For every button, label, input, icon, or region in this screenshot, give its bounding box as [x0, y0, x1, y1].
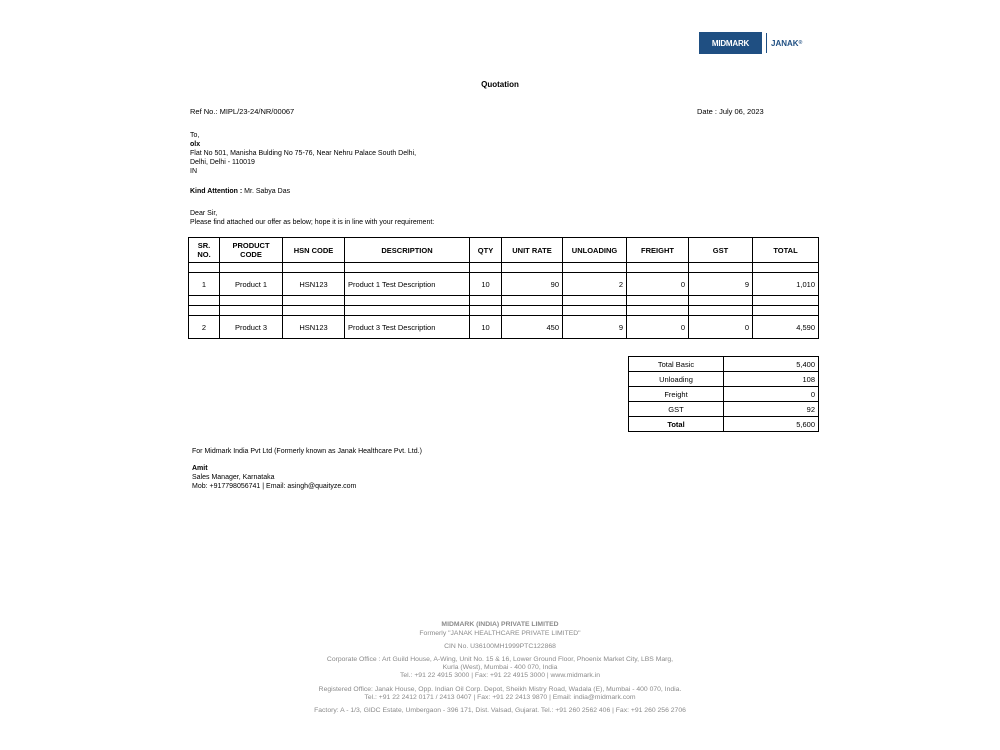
cell-qty: 10	[470, 273, 502, 296]
spacer-row	[189, 296, 819, 306]
footer-factory: Factory: A - 1/3, GIDC Estate, Umbergaon - 396 171, Dist. Valsad, Gujarat. Tel.: +91 260 2562 406 | Fax: +91 260 256 2706	[314, 707, 686, 714]
table-row	[189, 316, 819, 339]
footer-registered-2: Tel.: +91 22 2412 0171 / 2413 0407 | Fax: +91 22 2413 9870 | Email: india@midmark.com	[364, 694, 636, 701]
cell-code: Product 3	[220, 316, 283, 339]
cell-hsn: HSN123	[283, 316, 345, 339]
cell-sr: 1	[189, 273, 220, 296]
header-description: DESCRIPTION	[345, 238, 470, 263]
totals-table	[628, 356, 819, 432]
recipient-name: olx	[190, 141, 201, 148]
header-sr-no: SR. NO.	[189, 238, 220, 263]
header-product-code: PRODUCT CODE	[220, 238, 283, 263]
items-table	[188, 237, 819, 339]
footer-corporate-3: Tel.: +91 22 4915 3000 | Fax: +91 22 4915 3000 | www.midmark.in	[399, 672, 600, 679]
midmark-logo: MIDMARK	[699, 32, 762, 54]
totals-row	[629, 357, 819, 372]
signoff-contact: Mob: +917798056741 | Email: asingh@quaityze.com	[192, 483, 357, 490]
kind-attention	[190, 187, 290, 196]
totals-value: 0	[724, 387, 819, 402]
janak-logo-text: JANAK	[771, 38, 799, 48]
logo-divider	[766, 33, 767, 53]
totals-row	[629, 417, 819, 432]
totals-value: 5,400	[724, 357, 819, 372]
totals-value: 92	[724, 402, 819, 417]
cell-gst: 9	[689, 273, 753, 296]
recipient-address-2: Delhi, Delhi - 110019	[190, 159, 255, 166]
totals-label: Total Basic	[629, 357, 724, 372]
document-title: Quotation	[481, 80, 519, 89]
intro-text: Please find attached our offer as below; hope it is in line with your requirement:	[190, 219, 435, 226]
header-unloading: UNLOADING	[563, 238, 627, 263]
header-freight: FREIGHT	[627, 238, 689, 263]
cell-rate: 90	[502, 273, 563, 296]
cell-freight: 0	[627, 273, 689, 296]
totals-row	[629, 402, 819, 417]
to-label: To,	[190, 132, 200, 139]
signoff-name: Amit	[192, 465, 208, 472]
recipient-block	[190, 131, 416, 176]
grand-total-label: Total	[629, 417, 724, 432]
cell-total: 1,010	[753, 273, 819, 296]
totals-row	[629, 387, 819, 402]
header-gst: GST	[689, 238, 753, 263]
cell-code: Product 1	[220, 273, 283, 296]
header-unit-rate: UNIT RATE	[502, 238, 563, 263]
cell-hsn: HSN123	[283, 273, 345, 296]
header-hsn-code: HSN CODE	[283, 238, 345, 263]
signoff-role: Sales Manager, Karnataka	[192, 474, 275, 481]
header-total: TOTAL	[753, 238, 819, 263]
header-qty: QTY	[470, 238, 502, 263]
cell-sr: 2	[189, 316, 220, 339]
cell-unloading: 9	[563, 316, 627, 339]
totals-label: GST	[629, 402, 724, 417]
totals-label: Freight	[629, 387, 724, 402]
cell-rate: 450	[502, 316, 563, 339]
janak-logo	[771, 32, 802, 54]
attention-label: Kind Attention :	[190, 188, 243, 195]
cell-qty: 10	[470, 316, 502, 339]
cell-freight: 0	[627, 316, 689, 339]
cell-unloading: 2	[563, 273, 627, 296]
ref-number: Ref No.: MIPL/23-24/NR/00067	[190, 107, 295, 116]
attention-value: Mr. Sabya Das	[242, 188, 291, 195]
cell-description: Product 3 Test Description	[345, 316, 470, 339]
cell-total: 4,590	[753, 316, 819, 339]
footer-corporate-1: Corporate Office : Art Guild House, A-Wing, Unit No. 15 & 16, Lower Ground Floor, Phoenix Market City, LBS Marg,	[326, 656, 674, 663]
totals-row	[629, 372, 819, 387]
footer-corporate-2: Kurla (West), Mumbai - 400 070, India	[442, 664, 558, 671]
recipient-address-1: Flat No 501, Manisha Bulding No 75-76, Near Nehru Palace South Delhi,	[190, 150, 417, 157]
cell-description: Product 1 Test Description	[345, 273, 470, 296]
quotation-date: Date : July 06, 2023	[697, 107, 764, 116]
cell-gst: 0	[689, 316, 753, 339]
totals-label: Unloading	[629, 372, 724, 387]
spacer-row	[189, 263, 819, 273]
company-logo	[699, 32, 815, 54]
table-header-row	[189, 238, 819, 263]
spacer-row	[189, 306, 819, 316]
footer-formerly: Formerly "JANAK HEALTHCARE PRIVATE LIMITED"	[419, 630, 581, 637]
totals-value: 108	[724, 372, 819, 387]
table-row	[189, 273, 819, 296]
signoff-company: For Midmark India Pvt Ltd (Formerly known as Janak Healthcare Pvt. Ltd.)	[192, 448, 422, 455]
footer-company: MIDMARK (INDIA) PRIVATE LIMITED	[441, 621, 559, 628]
grand-total-value: 5,600	[724, 417, 819, 432]
footer-registered-1: Registered Office: Janak House, Opp. Indian Oil Corp. Depot, Sheikh Mistry Road, Wadala (E), Mumbai - 400 070, India.	[318, 686, 682, 693]
registered-mark: ®	[798, 40, 803, 46]
recipient-country: IN	[190, 168, 197, 175]
footer-cin: CIN No. U36100MH1999PTC122868	[444, 643, 556, 650]
salutation: Dear Sir,	[190, 210, 218, 217]
